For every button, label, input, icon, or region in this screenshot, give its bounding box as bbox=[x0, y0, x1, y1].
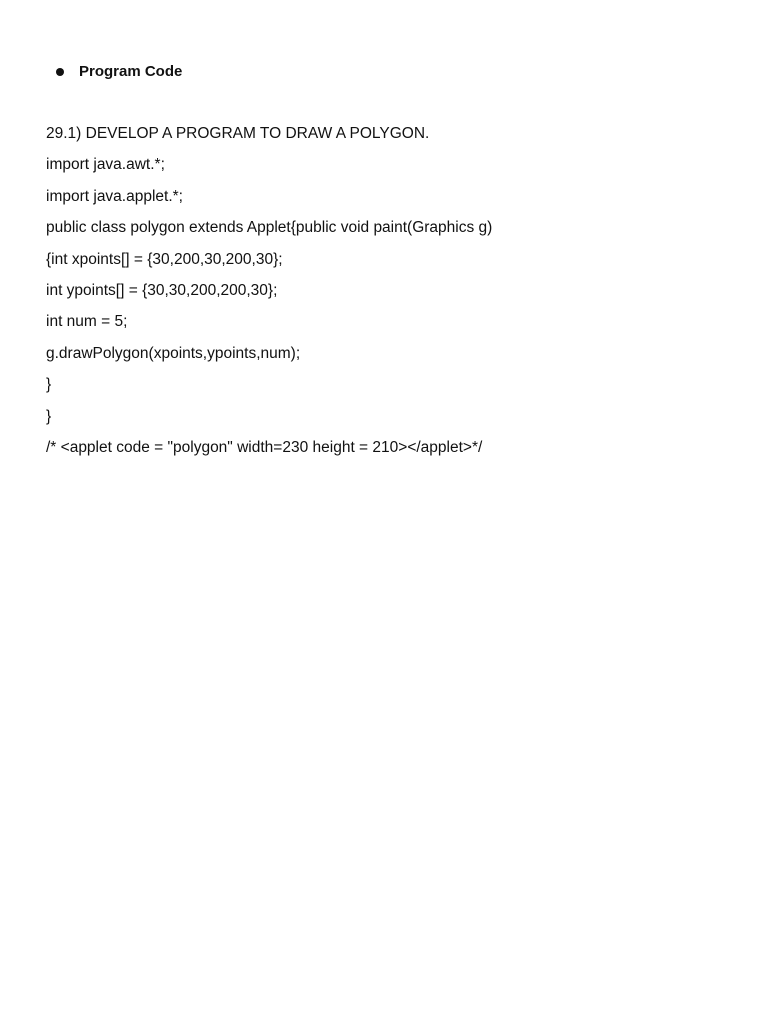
code-line: int ypoints[] = {30,30,200,200,30}; bbox=[46, 281, 278, 299]
code-line: /* <applet code = "polygon" width=230 height = 210></applet>*/ bbox=[46, 438, 483, 456]
code-line: } bbox=[46, 376, 52, 394]
section-bullet-item bbox=[56, 62, 182, 82]
code-line: import java.awt.*; bbox=[46, 156, 165, 174]
code-line: {int xpoints[] = {30,200,30,200,30}; bbox=[46, 250, 283, 268]
program-code-block bbox=[46, 124, 726, 469]
section-heading: Program Code bbox=[79, 63, 183, 80]
code-line: import java.applet.*; bbox=[46, 187, 183, 205]
program-title-line: 29.1) DEVELOP A PROGRAM TO DRAW A POLYGON. bbox=[46, 125, 430, 142]
code-line: g.drawPolygon(xpoints,ypoints,num); bbox=[46, 344, 301, 362]
bullet-icon bbox=[56, 68, 64, 76]
code-line: public class polygon extends Applet{public void paint(Graphics g) bbox=[46, 219, 493, 237]
code-line: } bbox=[46, 407, 52, 425]
code-line: int num = 5; bbox=[46, 313, 128, 331]
